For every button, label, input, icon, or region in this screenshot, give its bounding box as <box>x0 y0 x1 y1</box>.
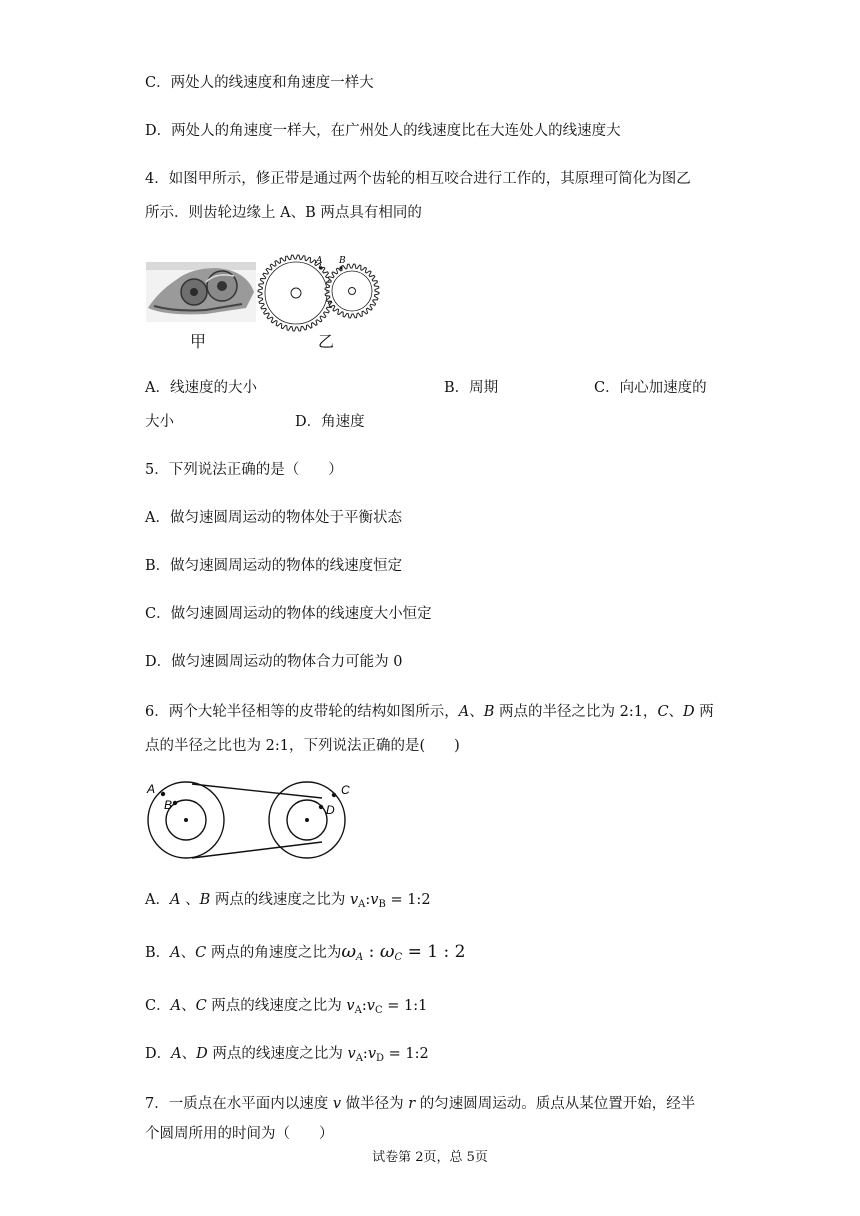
left-center <box>184 818 188 822</box>
belt-bottom <box>192 842 322 858</box>
point-a <box>319 266 322 269</box>
correction-tape-photo <box>146 262 256 322</box>
q4-option-c-part1: C．向心加速度的 <box>594 380 707 396</box>
q3-option-d: D．两处人的角速度一样大，在广州处人的线速度比在大连处人的线速度大 <box>145 123 621 139</box>
large-gear <box>258 255 334 331</box>
gear2-teeth <box>325 264 379 318</box>
q6-option-b: B．A、C 两点的角速度之比为$\omega_A$ : $\omega_C = 1$ : 2 <box>145 941 466 963</box>
belt-pulley-diagram <box>144 776 364 866</box>
q4-stem-line1: 4．如图甲所示，修正带是通过两个齿轮的相互咬合进行工作的，其原理可简化为图乙 <box>145 171 691 187</box>
small-gear <box>325 264 379 318</box>
q5-option-c: C．做匀速圆周运动的物体的线速度大小恒定 <box>145 606 432 622</box>
q4-option-b: B．周期 <box>444 380 499 396</box>
q4-option-c-part2: 大小 <box>145 414 174 430</box>
point-d-dot <box>319 805 323 809</box>
q3-option-c: C．两处人的线速度和角速度一样大 <box>145 75 374 91</box>
gear-label-b: B <box>339 256 346 266</box>
gear-label-a: A <box>316 256 323 266</box>
fig-label-yi: 乙 <box>318 332 335 351</box>
q7-stem-line2: 个圆周所用的时间为（ ） <box>145 1126 334 1142</box>
label-b: B <box>164 798 173 812</box>
point-c-dot <box>332 793 336 797</box>
right-center <box>305 818 309 822</box>
q6-option-c: C．A、C 两点的线速度之比为 $v_A:v_C$ = 1:1 <box>145 998 428 1016</box>
point-a-dot <box>161 792 165 796</box>
q4-option-d: D．角速度 <box>295 414 365 430</box>
gear1-teeth <box>258 255 334 331</box>
q6-stem-line2: 点的半径之比也为 2:1，下列说法正确的是( ) <box>145 738 460 754</box>
q7-stem-line1: 7．一质点在水平面内以速度 v 做半径为 r 的匀速圆周运动。质点从某位置开始，经半 <box>145 1096 696 1112</box>
page-footer: 试卷第 2页，总 5页 <box>372 1150 488 1165</box>
q5-option-a: A．做匀速圆周运动的物体处于平衡状态 <box>145 510 402 526</box>
point-b <box>339 266 342 269</box>
label-d: D <box>326 803 335 817</box>
gear-diagram <box>255 252 385 332</box>
q5-option-b: B．做匀速圆周运动的物体的线速度恒定 <box>145 558 403 574</box>
q5-stem: 5．下列说法正确的是（ ） <box>145 462 343 478</box>
q5-option-d: D．做匀速圆周运动的物体合力可能为 0 <box>145 654 403 670</box>
q6-stem-line1: 6．两个大轮半径相等的皮带轮的结构如图所示，A、B 两点的半径之比为 2:1，C、D 两 <box>145 704 714 720</box>
label-c: C <box>341 783 350 797</box>
fig-label-jia: 甲 <box>190 332 207 351</box>
label-a: A <box>147 782 156 796</box>
q4-option-a: A．线速度的大小 <box>145 380 257 396</box>
q4-stem-line2: 所示．则齿轮边缘上 A、B 两点具有相同的 <box>145 205 422 221</box>
point-b-dot <box>173 801 177 805</box>
q6-option-a: A．A 、B 两点的线速度之比为 $v_A:v_B$ = 1:2 <box>145 892 431 910</box>
q6-option-d: D．A、D 两点的线速度之比为 $v_A:v_D$ = 1:2 <box>145 1046 429 1064</box>
